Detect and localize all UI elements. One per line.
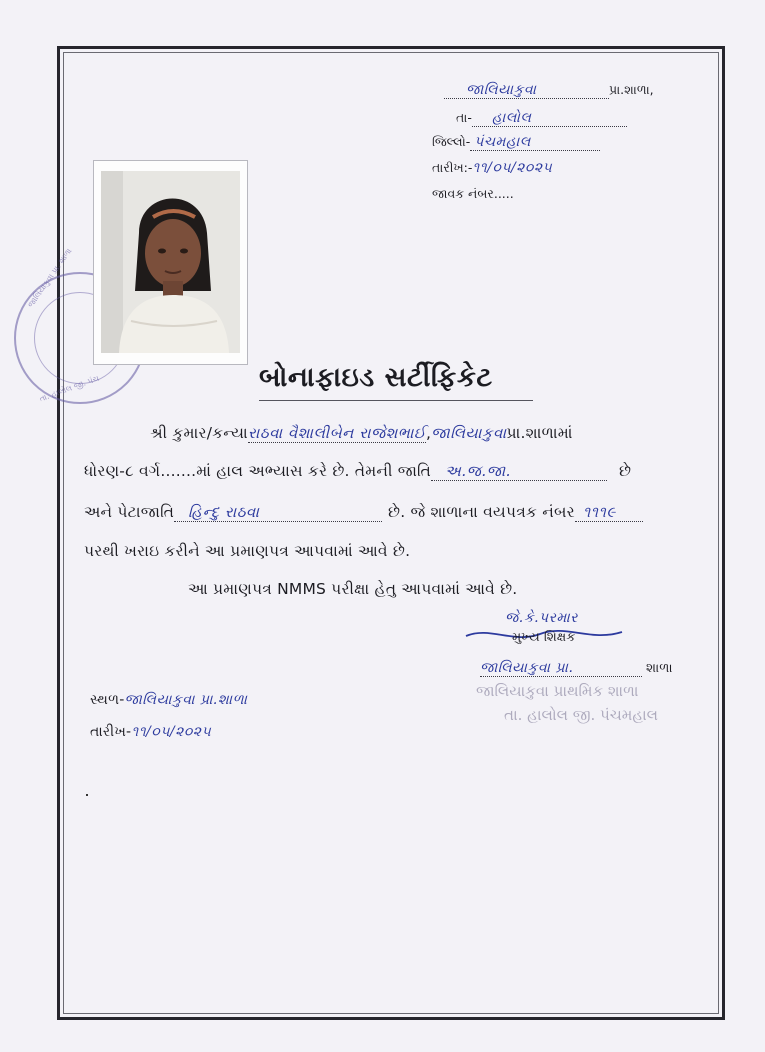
header-school-line bbox=[444, 82, 654, 99]
school-stamp-line2: તા. હાલોલ જી. પંચમહાલ bbox=[504, 706, 659, 724]
body-line1-prefix: શ્રી કુમાર/કન્યા bbox=[150, 424, 248, 442]
signature-school-value: જાલિયાકુવા પ્રા. bbox=[480, 660, 574, 676]
header-outward-number: જાવક નંબર..... bbox=[432, 186, 514, 201]
ink-dot bbox=[86, 794, 88, 796]
body-line1-school: જાલિયાકુવા bbox=[431, 424, 507, 442]
student-name-value: રાઠવા વૈશાલીબેન રાજેશભાઈ bbox=[247, 424, 427, 442]
signature-school-line bbox=[480, 660, 673, 677]
caste-value: અ.જ.જા. bbox=[445, 462, 511, 480]
place-label: સ્થળ- bbox=[90, 692, 125, 708]
signature-school-suffix: શાળા bbox=[646, 661, 673, 676]
body-line-3 bbox=[84, 503, 643, 522]
header-district-value: પંચમહાલ bbox=[474, 134, 531, 150]
header-date-label: તારીખ:- bbox=[432, 160, 473, 175]
footer-date-label: તારીખ- bbox=[90, 724, 132, 740]
body-line-5: આ પ્રમાણપત્ર NMMS પરીક્ષા હેતુ આપવામાં આવે છે. bbox=[188, 580, 518, 598]
designation-label: મુખ્ય શિક્ષક bbox=[512, 630, 576, 645]
body-line-4: પરથી ખરાઇ કરીને આ પ્રમાણપત્ર આપવામાં આવે છે. bbox=[84, 542, 411, 560]
footer-date-value: ૧૧/૦૫/૨૦૨૫ bbox=[131, 724, 212, 740]
header-taluka-line bbox=[456, 110, 627, 127]
round-stamp-text: જાલિયાકુવા પ્રા. શાળા bbox=[26, 246, 74, 310]
subcaste-value: હિન્દુ રાઠવા bbox=[188, 503, 260, 521]
header-district-label: જિલ્લો- bbox=[432, 134, 471, 149]
header-school-value: જાલિયાકુવા bbox=[466, 82, 537, 98]
student-photo bbox=[93, 160, 248, 365]
register-number-value: ૧૧૧૯ bbox=[582, 503, 616, 521]
body-line2-prefix: ધોરણ-૮ વર્ગ.......માં હાલ અભ્યાસ કરે છે. તેમની જાતિ bbox=[84, 462, 432, 480]
footer-date-line bbox=[90, 724, 211, 740]
body-line3-prefix: અને પેટાજાતિ bbox=[84, 503, 175, 521]
body-line1-suffix: પ્રા.શાળામાં bbox=[506, 424, 573, 442]
header-date-line bbox=[432, 160, 552, 176]
place-line bbox=[90, 692, 247, 708]
student-portrait-image bbox=[101, 171, 240, 353]
header-taluka-value: હાલોલ bbox=[491, 110, 532, 126]
header-date-value: ૧૧/૦૫/૨૦૨૫ bbox=[472, 160, 553, 176]
body-line-1: શ્રી કુમાર/કન્યારાઠવા વૈશાલીબેન રાજેશભાઈ,જાલિયાકુવાપ્રા.શાળામાં bbox=[150, 424, 573, 442]
round-stamp-bottom: તા. હાલોલ જી. પંચ bbox=[38, 373, 101, 404]
certificate-title: બોનાફાઇડ સર્ટીફિકેટ bbox=[259, 362, 493, 393]
body-line2-suffix: છે bbox=[619, 462, 632, 480]
body-line-2 bbox=[84, 462, 631, 481]
school-stamp-line1: જાલિયાકુવા પ્રાથમિક શાળા bbox=[476, 682, 639, 700]
signer-signature: જે.કે.પરમાર bbox=[505, 610, 578, 626]
body-line3-mid: છે. જે શાળાના વયપત્રક નંબર bbox=[388, 503, 575, 521]
header-district-line bbox=[432, 134, 600, 151]
place-value: જાલિયાકુવા પ્રા.શાળા bbox=[124, 692, 248, 708]
title-underline bbox=[259, 400, 533, 401]
header-school-suffix: પ્રા.શાળા, bbox=[609, 82, 654, 97]
header-taluka-label: તા- bbox=[456, 110, 472, 125]
